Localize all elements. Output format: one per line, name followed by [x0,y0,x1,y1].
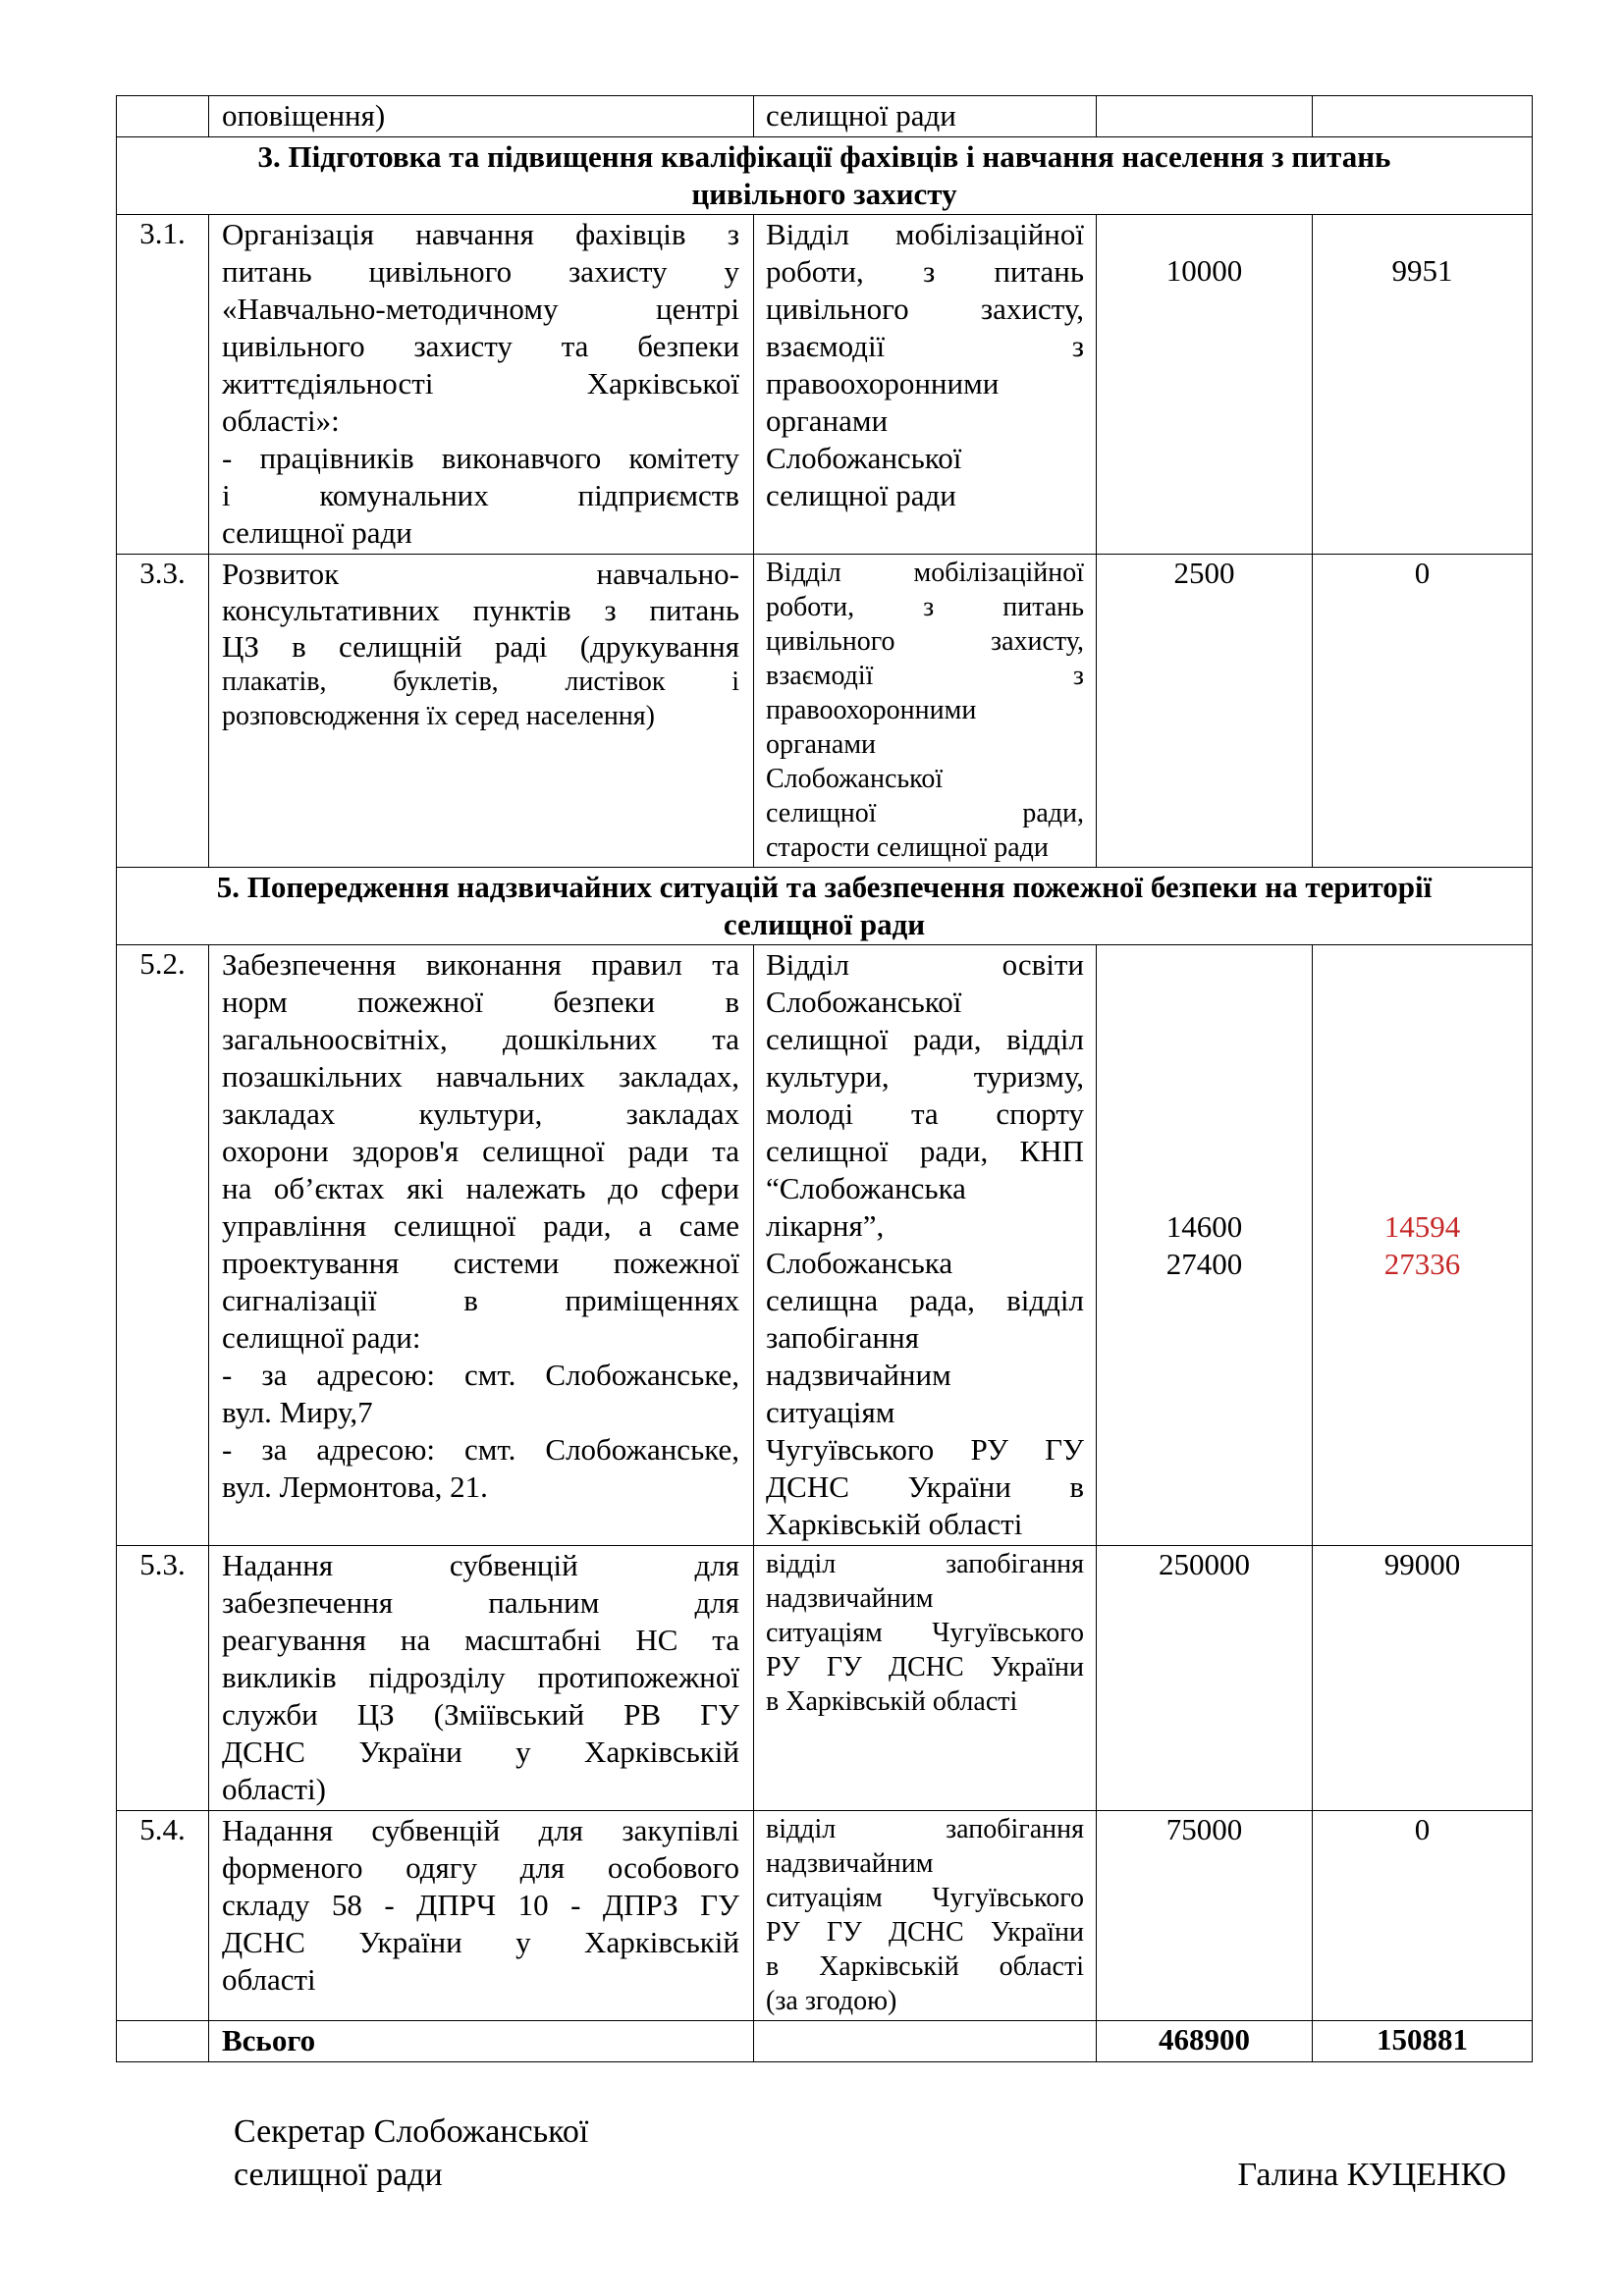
row-number [117,96,209,137]
actual-amount: 0 [1313,555,1533,868]
planned-amount: 250000 [1097,1546,1313,1811]
section-title: 5. Попередження надзвичайних ситуацій та забезпечення пожежної безпеки на території селищної ради [117,868,1533,945]
planned-amount: 10000 [1097,215,1313,555]
row-number: 3.3. [117,555,209,868]
executor-cell: Відділ мобілізаційної роботи, з питань цивільного захисту, взаємодії з правоохоронними органами Слобожанської селищної ради [754,215,1097,555]
planned-amount: 14600 27400 [1097,945,1313,1546]
planned-amount: 2500 [1097,555,1313,868]
section-header-5 [117,868,1533,945]
actual-amount: 14594 27336 [1313,945,1533,1546]
row-number [117,2021,209,2062]
executor-cell: Відділ освіти Слобожанської селищної ради, відділ культури, туризму, молоді та спорту селищної ради, КНП “Слобожанська лікарня”, Слобожанська селищна рада, відділ запобігання надзвичайним ситуаціям Чугуївського РУ ГУ ДСНС України в Харківській області [754,945,1097,1546]
table-row [117,96,1533,137]
total-row [117,2021,1533,2062]
total-label: Всього [209,2021,754,2062]
table-row [117,1546,1533,1811]
table-row [117,945,1533,1546]
measure-description: Надання субвенцій для забезпечення пальним для реагування на масштабні НС та викликів підрозділу протипожежної служби ЦЗ (Зміївський РВ ГУ ДСНС України у Харківській області) [209,1546,754,1811]
measure-description: Забезпечення виконання правил та норм пожежної безпеки в загальноосвітніх, дошкільних та позашкільних навчальних закладах, закладах культури, закладах охорони здоров'я селищної ради та на об’єктах які належать до сфери управління селищної ради, а саме проектування системи пожежної сигналізації в приміщеннях селищної ради: - за адресою: смт. Слобожанське, вул. Миру,7 - за адресою: смт. Слобожанське, вул. Лермонтова, 21. [209,945,754,1546]
actual-amount: 0 [1313,1811,1533,2021]
row-number: 5.4. [117,1811,209,2021]
executor-cell: селищної ради [754,96,1097,137]
row-number: 5.2. [117,945,209,1546]
section-header-3 [117,137,1533,215]
planned-amount [1097,96,1313,137]
total-actual: 150881 [1313,2021,1533,2062]
actual-amount [1313,96,1533,137]
signature-name: Галина КУЦЕНКО [1237,2157,1506,2193]
planned-amount: 75000 [1097,1811,1313,2021]
measure-description: Організація навчання фахівців з питань цивільного захисту у «Навчально-методичному центрі цивільного захисту та безпеки життєдіяльності Харківської області»: - працівників виконавчого комітету і комунальних підприємств селищної ради [209,215,754,555]
section-title: 3. Підготовка та підвищення кваліфікації фахівців і навчання населення з питань цивільного захисту [117,137,1533,215]
executor-cell: Відділ мобілізаційної роботи, з питань цивільного захисту, взаємодії з правоохоронними органами Слобожанської селищної ради, старости селищної ради [754,555,1097,868]
measure-description: Розвиток навчально- консультативних пунктів з питань ЦЗ в селищній раді (друкування плакатів, буклетів, листівок і розповсюдження їх серед населення) [209,555,754,868]
program-table [116,95,1533,2062]
table-row [117,215,1533,555]
actual-amount: 9951 [1313,215,1533,555]
signature-position: Секретар Слобожанської селищної ради [234,2113,589,2193]
measure-description: Надання субвенцій для закупівлі форменого одягу для особового складу 58 - ДПРЧ 10 - ДПРЗ ГУ ДСНС України у Харківській області [209,1811,754,2021]
executor-cell [754,2021,1097,2062]
actual-amount: 99000 [1313,1546,1533,1811]
table-row [117,1811,1533,2021]
measure-description: оповіщення) [209,96,754,137]
row-number: 5.3. [117,1546,209,1811]
total-planned: 468900 [1097,2021,1313,2062]
executor-cell: відділ запобігання надзвичайним ситуаціям Чугуївського РУ ГУ ДСНС України в Харківській області [754,1546,1097,1811]
executor-cell: відділ запобігання надзвичайним ситуаціям Чугуївського РУ ГУ ДСНС України в Харківській області (за згодою) [754,1811,1097,2021]
table-row [117,555,1533,868]
row-number: 3.1. [117,215,209,555]
